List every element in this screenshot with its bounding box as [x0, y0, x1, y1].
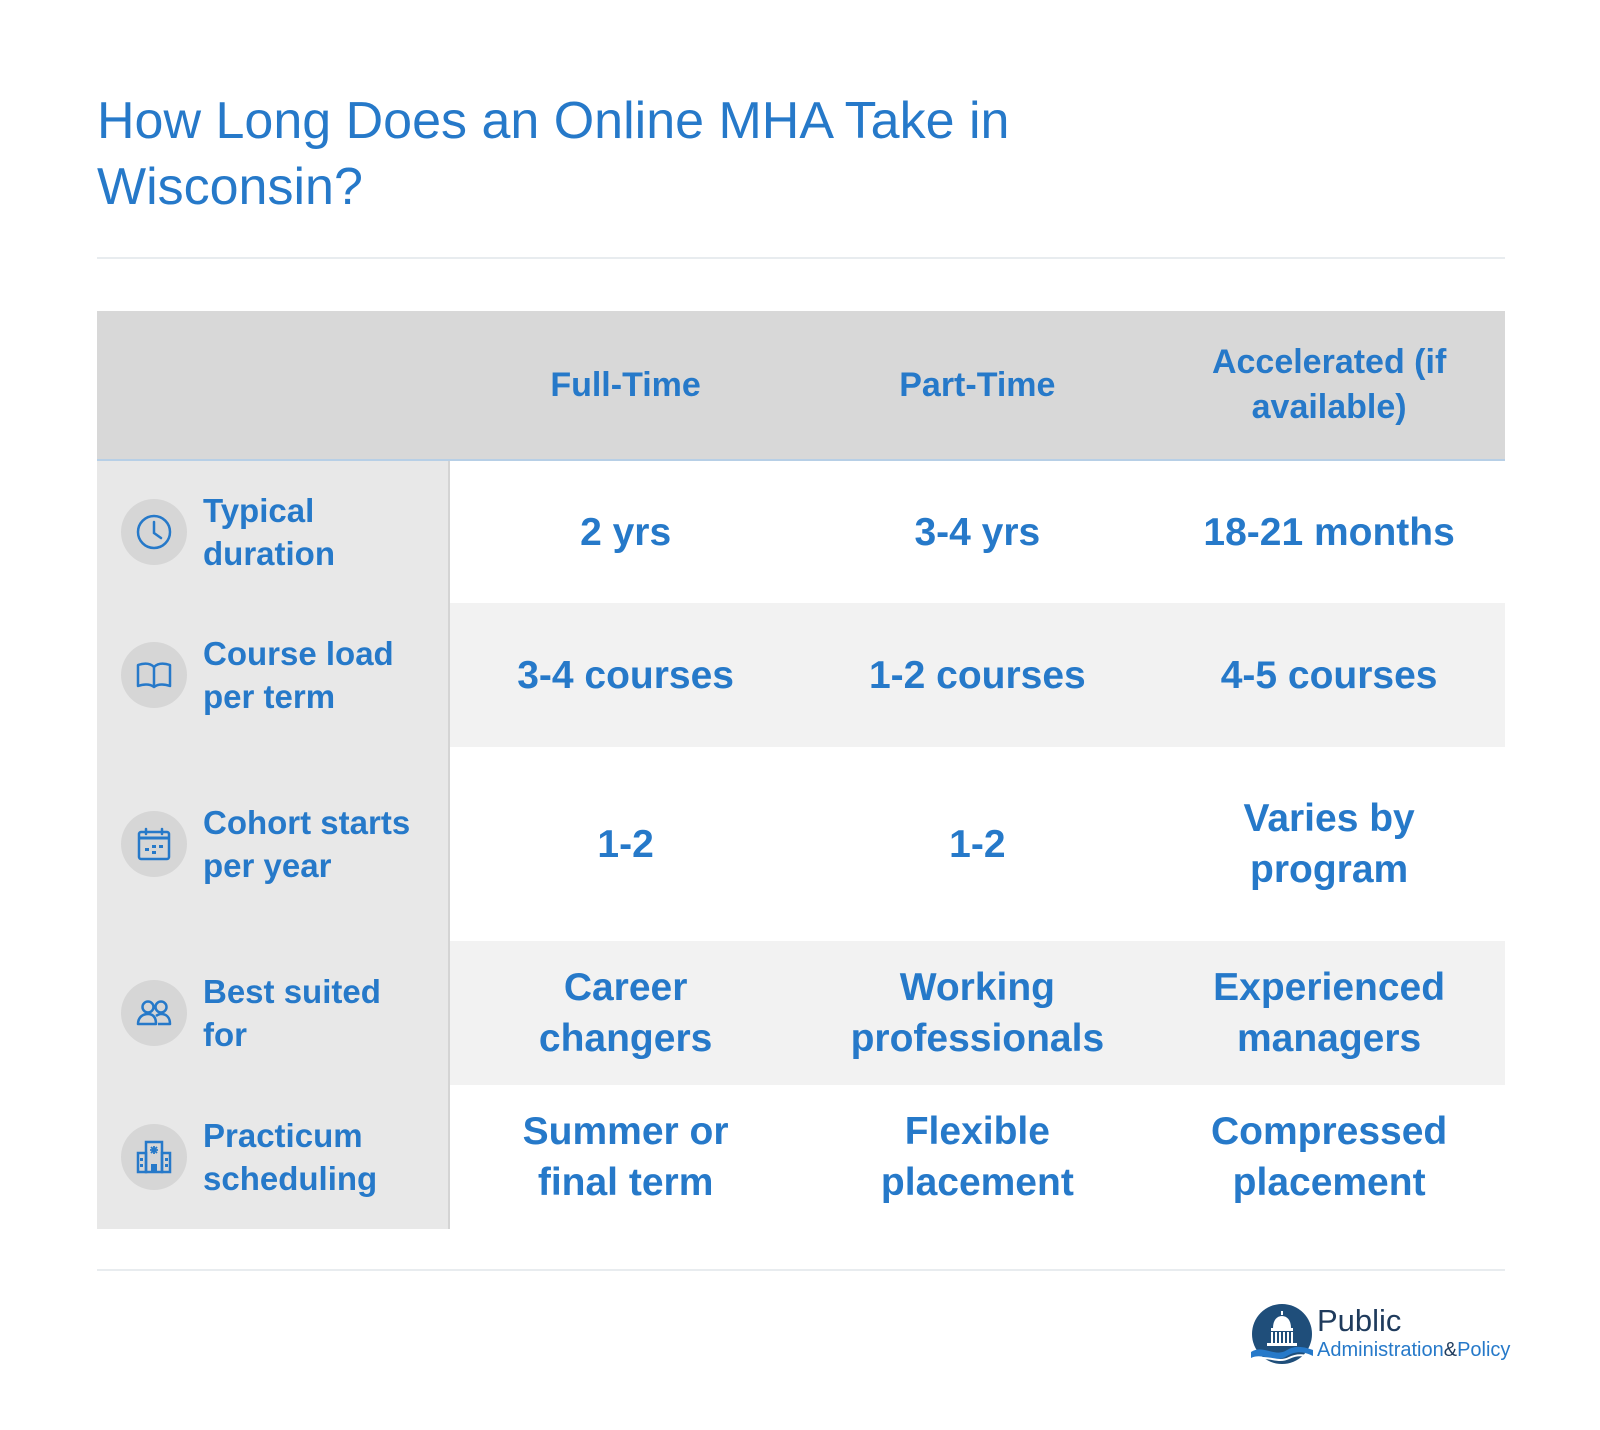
logo-text-amp: &: [1443, 1339, 1458, 1361]
table-row-best-suited: [97, 941, 1505, 1085]
column-header-full-time: Full-Time: [550, 365, 701, 404]
table-row-course-load: [97, 603, 1505, 747]
table-cell: 4-5 courses: [1153, 603, 1505, 747]
bottom-divider: [97, 1269, 1505, 1271]
logo-text-policy: Policy: [1457, 1339, 1511, 1361]
page-title: How Long Does an Online MHA Take in Wisconsin?: [97, 92, 1010, 216]
comparison-table: [97, 311, 1505, 1229]
calendar-icon: [121, 811, 187, 877]
row-label: Typical duration: [203, 492, 335, 572]
book-icon: [121, 642, 187, 708]
table-cell: 1-2 courses: [801, 603, 1153, 747]
row-header: [97, 747, 450, 941]
table-cell: 1-2: [801, 747, 1153, 941]
table-cell: Career changers: [450, 941, 802, 1085]
logo-text-administration: Administration: [1317, 1339, 1444, 1361]
row-header: [97, 603, 450, 747]
logo-text-subline: [1317, 1338, 1510, 1362]
row-header: [97, 1085, 450, 1229]
table-cell: 3-4 yrs: [801, 461, 1153, 603]
table-cell: Working professionals: [801, 941, 1153, 1085]
column-header-part-time: Part-Time: [899, 365, 1056, 404]
table-cell: Compressed placement: [1153, 1085, 1505, 1229]
table-header-row: [97, 311, 1505, 461]
top-divider: [97, 257, 1505, 259]
row-label: Cohort starts per year: [203, 804, 411, 884]
table-cell: 18-21 months: [1153, 461, 1505, 603]
hospital-icon: [121, 1124, 187, 1190]
table-row-practicum: [97, 1085, 1505, 1229]
table-cell: Experienced managers: [1153, 941, 1505, 1085]
table-cell: Varies by program: [1153, 747, 1505, 941]
table-cell: 3-4 courses: [450, 603, 802, 747]
site-logo: [1249, 1302, 1509, 1372]
row-label: Course load per term: [203, 635, 394, 715]
table-cell: 2 yrs: [450, 461, 802, 603]
table-cell: 1-2: [450, 747, 802, 941]
table-cell: Summer or final term: [450, 1085, 802, 1229]
row-header: [97, 941, 450, 1085]
logo-text-public: Public: [1317, 1303, 1402, 1338]
row-header: [97, 461, 450, 603]
people-icon: [121, 980, 187, 1046]
row-label: Practicum scheduling: [203, 1117, 378, 1197]
capitol-logo-icon: [1249, 1302, 1315, 1368]
table-cell: Flexible placement: [801, 1085, 1153, 1229]
clock-icon: [121, 499, 187, 565]
row-label: Best suited for: [203, 973, 381, 1053]
table-row-cohort-starts: [97, 747, 1505, 941]
header-corner: [97, 311, 450, 459]
table-row-typical-duration: [97, 461, 1505, 603]
column-header-accelerated: Accelerated (if available): [1211, 343, 1447, 426]
